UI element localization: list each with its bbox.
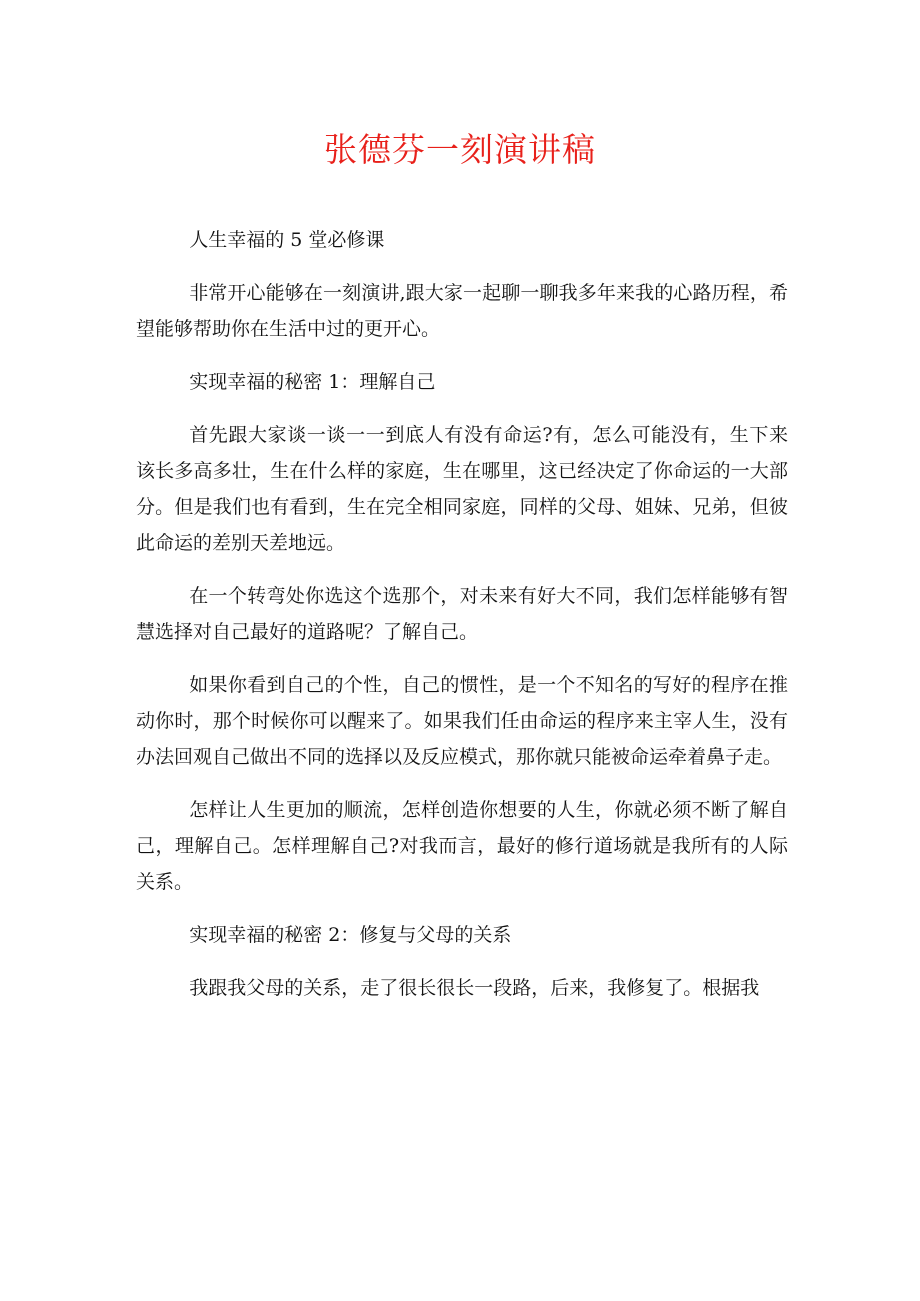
paragraph: 在一个转弯处你选这个选那个，对未来有好大不同，我们怎样能够有智慧选择对自己最好的道路呢？了解自己。 bbox=[136, 585, 788, 643]
document-body bbox=[136, 222, 788, 1023]
paragraph: 我跟我父母的关系，走了很长很长一段路，后来，我修复了。根据我 bbox=[189, 977, 760, 999]
paragraph: 如果你看到自己的个性，自己的惯性，是一个不知名的写好的程序在推动你时，那个时候你可以醒来了。如果我们任由命运的程序来主宰人生，没有办法回观自己做出不同的选择以及反应模式，那你就只能被命运牵着鼻子走。 bbox=[136, 674, 788, 768]
section-heading: 人生幸福的 5 堂必修课 bbox=[189, 229, 385, 251]
paragraph: 首先跟大家谈一谈一一到底人有没有命运?有，怎么可能没有，生下来该长多高多壮，生在什么样的家庭，生在哪里，这已经决定了你命运的一大部分。但是我们也有看到，生在完全相同家庭，同样的父母、姐妹、兄弟，但彼此命运的差别天差地远。 bbox=[136, 424, 788, 554]
paragraph: 非常开心能够在一刻演讲,跟大家一起聊一聊我多年来我的心路历程，希望能够帮助你在生活中过的更开心。 bbox=[136, 282, 788, 340]
document-title: 张德芬一刻演讲稿 bbox=[324, 130, 596, 169]
section-heading: 实现幸福的秘密 2：修复与父母的关系 bbox=[189, 924, 512, 946]
section-heading: 实现幸福的秘密 1：理解自己 bbox=[189, 371, 436, 393]
paragraph: 怎样让人生更加的顺流，怎样创造你想要的人生，你就必须不断了解自己，理解自己。怎样理解自己?对我而言，最好的修行道场就是我所有的人际关系。 bbox=[136, 799, 788, 893]
